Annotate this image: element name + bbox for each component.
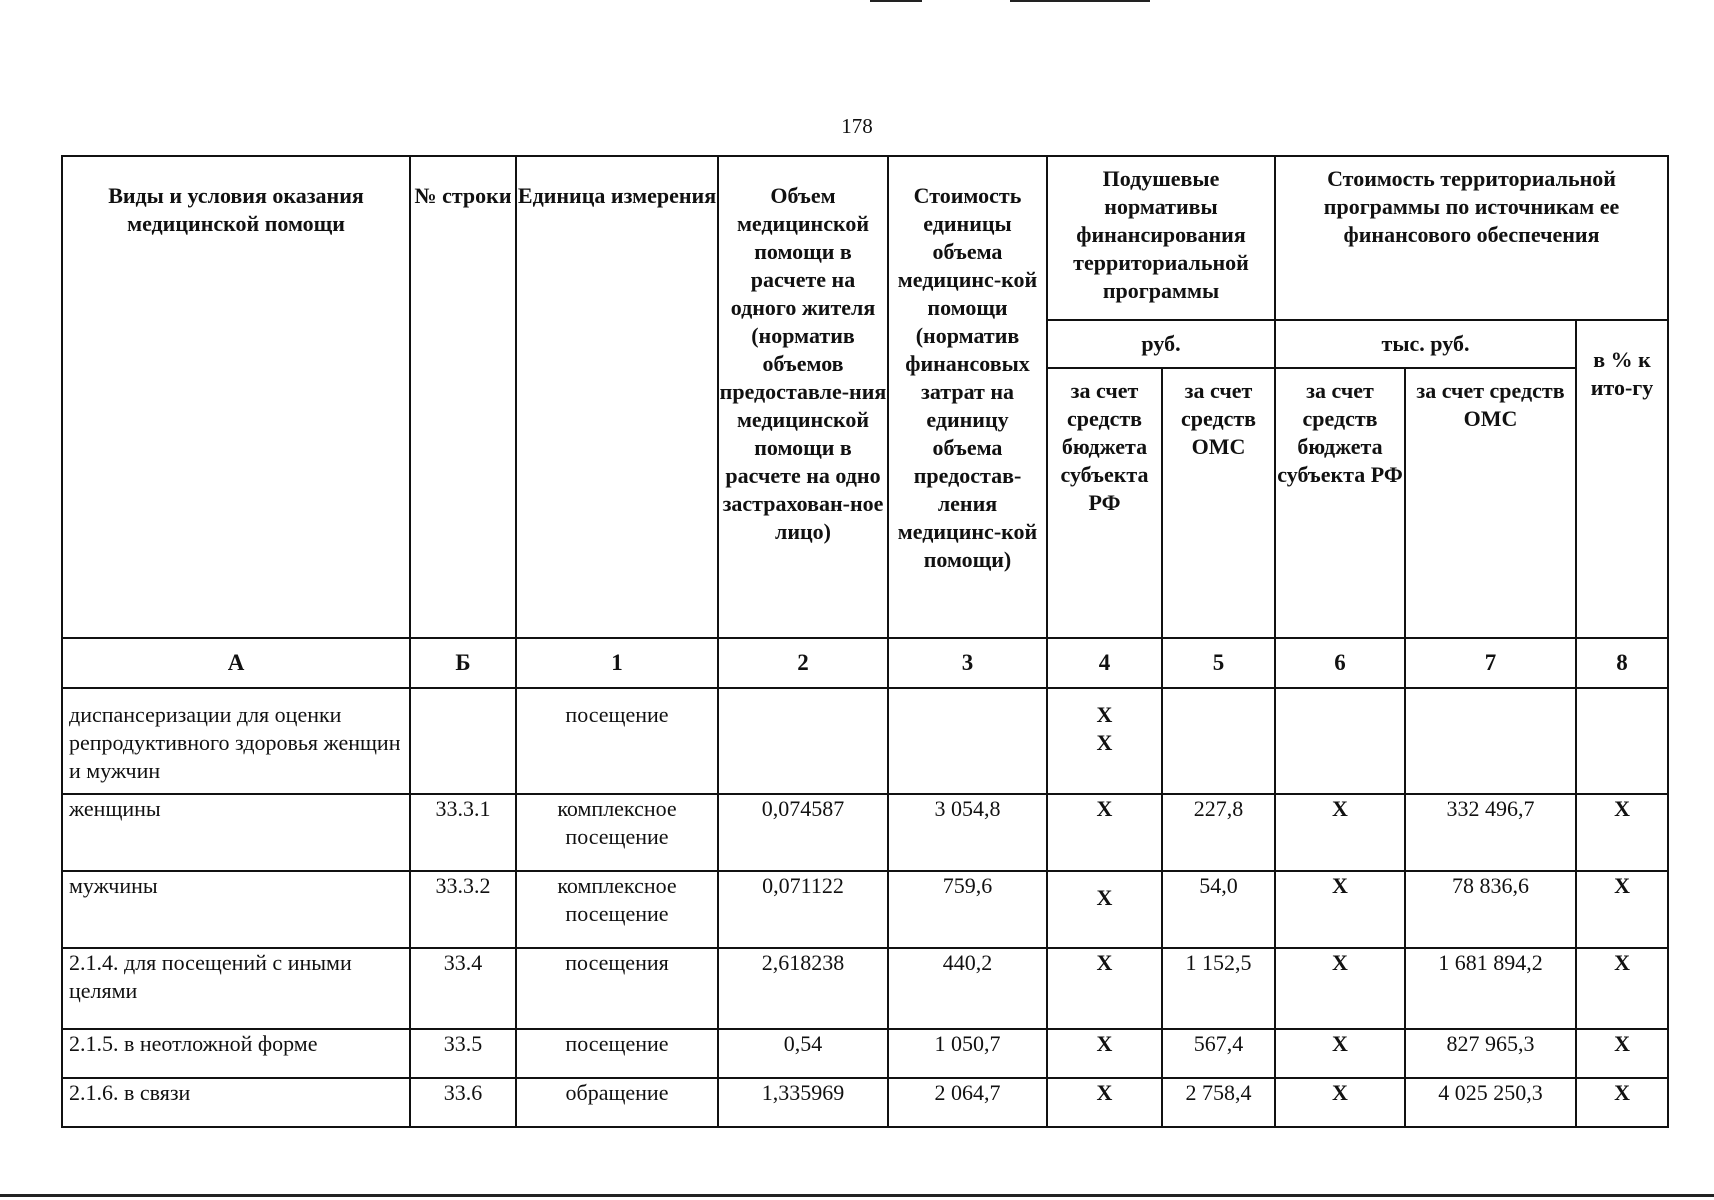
- scan-artifact-line: [870, 0, 922, 2]
- row-volume: 0,071122: [718, 871, 888, 948]
- row-col6: Х: [1275, 948, 1405, 1029]
- table-row: [62, 794, 1668, 871]
- row-cost: 2 064,7: [888, 1078, 1047, 1127]
- row-cost: 1 050,7: [888, 1029, 1047, 1078]
- column-number: Б: [410, 638, 516, 688]
- table-row: [62, 1029, 1668, 1078]
- row-col6: [1275, 688, 1405, 794]
- row-col7: 4 025 250,3: [1405, 1078, 1576, 1127]
- row-col8: [1576, 688, 1668, 794]
- column-number: 3: [888, 638, 1047, 688]
- row-col4: Х: [1047, 1078, 1162, 1127]
- table-row: [62, 688, 1668, 794]
- row-col8: Х: [1576, 794, 1668, 871]
- row-col5: 567,4: [1162, 1029, 1275, 1078]
- row-volume: 2,618238: [718, 948, 888, 1029]
- page-number: 178: [841, 114, 873, 138]
- header-oms-2: за счет средств ОМС: [1405, 368, 1576, 638]
- row-unit: обращение: [516, 1078, 718, 1127]
- column-number: 5: [1162, 638, 1275, 688]
- column-number: 1: [516, 638, 718, 688]
- header-budget-rf-2: за счет средств бюджета субъекта РФ: [1275, 368, 1405, 638]
- header-budget-rf: за счет средств бюджета субъекта РФ: [1047, 368, 1162, 638]
- row-name: 2.1.4. для посещений с иными целями: [62, 948, 410, 1029]
- row-col6: Х: [1275, 1029, 1405, 1078]
- row-col5: 1 152,5: [1162, 948, 1275, 1029]
- row-unit: посещения: [516, 948, 718, 1029]
- header-thous-rub: тыс. руб.: [1275, 320, 1576, 368]
- header-oms: за счет средств ОМС: [1162, 368, 1275, 638]
- column-number: 4: [1047, 638, 1162, 688]
- row-col7: 332 496,7: [1405, 794, 1576, 871]
- row-col4: Х: [1047, 948, 1162, 1029]
- column-number: 6: [1275, 638, 1405, 688]
- row-col4: Х: [1047, 871, 1162, 948]
- row-col5: 54,0: [1162, 871, 1275, 948]
- header-rub: руб.: [1047, 320, 1275, 368]
- row-col8: Х: [1576, 948, 1668, 1029]
- row-volume: 1,335969: [718, 1078, 888, 1127]
- row-col8: Х: [1576, 1078, 1668, 1127]
- header-volume: Объем медицинской помощи в расчете на одного жителя (норматив объемов предоставле-ния медицинской помощи в расчете на одно застрахован-ное лицо): [718, 156, 888, 638]
- row-col6: Х: [1275, 1078, 1405, 1127]
- row-unit: посещение: [516, 688, 718, 794]
- row-volume: [718, 688, 888, 794]
- row-name: диспансеризации для оценки репродуктивного здоровья женщин и мужчин: [62, 688, 410, 794]
- column-number: 2: [718, 638, 888, 688]
- column-number: 7: [1405, 638, 1576, 688]
- table-row: [62, 871, 1668, 948]
- row-col8: Х: [1576, 1029, 1668, 1078]
- header-percent-total: в % к ито-гу: [1576, 320, 1668, 638]
- row-name: женщины: [62, 794, 410, 871]
- row-col5: 2 758,4: [1162, 1078, 1275, 1127]
- column-numbers-row: [62, 638, 1668, 688]
- row-unit: посещение: [516, 1029, 718, 1078]
- row-col7: 1 681 894,2: [1405, 948, 1576, 1029]
- row-volume: 0,54: [718, 1029, 888, 1078]
- row-col4: [1047, 688, 1162, 794]
- table-row: [62, 948, 1668, 1029]
- row-number: 33.4: [410, 948, 516, 1029]
- row-col5: [1162, 688, 1275, 794]
- x-mark: Х: [1096, 702, 1113, 727]
- row-cost: 3 054,8: [888, 794, 1047, 871]
- header-unit-cost: Стоимость единицы объема медицинс-кой помощи (норматив финансовых затрат на единицу объема предостав-ления медицинс-кой помощи): [888, 156, 1047, 638]
- row-number: 33.3.1: [410, 794, 516, 871]
- row-col7: 827 965,3: [1405, 1029, 1576, 1078]
- row-col6: Х: [1275, 871, 1405, 948]
- header-kinds: Виды и условия оказания медицинской помощи: [62, 156, 410, 638]
- row-cost: 759,6: [888, 871, 1047, 948]
- column-number: А: [62, 638, 410, 688]
- row-unit: комплексное посещение: [516, 794, 718, 871]
- row-number: [410, 688, 516, 794]
- header-unit: Единица измерения: [516, 156, 718, 638]
- header-per-capita: Подушевые нормативы финансирования территориальной программы: [1047, 156, 1275, 320]
- row-col8: Х: [1576, 871, 1668, 948]
- row-number: 33.3.2: [410, 871, 516, 948]
- header-row-number: № строки: [410, 156, 516, 638]
- row-name: 2.1.6. в связи: [62, 1078, 410, 1127]
- row-col7: [1405, 688, 1576, 794]
- row-cost: 440,2: [888, 948, 1047, 1029]
- row-col4: Х: [1047, 794, 1162, 871]
- medical-care-cost-table: [61, 155, 1669, 1128]
- x-mark: Х: [1096, 730, 1113, 755]
- row-name: мужчины: [62, 871, 410, 948]
- row-volume: 0,074587: [718, 794, 888, 871]
- row-col4: Х: [1047, 1029, 1162, 1078]
- scan-artifact-line: [1010, 0, 1150, 2]
- row-number: 33.5: [410, 1029, 516, 1078]
- scan-artifact-line: [0, 1194, 1714, 1197]
- header-program-cost: Стоимость территориальной программы по источникам ее финансового обеспечения: [1275, 156, 1668, 320]
- row-col6: Х: [1275, 794, 1405, 871]
- row-col7: 78 836,6: [1405, 871, 1576, 948]
- row-number: 33.6: [410, 1078, 516, 1127]
- table-row: [62, 1078, 1668, 1127]
- row-name: 2.1.5. в неотложной форме: [62, 1029, 410, 1078]
- row-cost: [888, 688, 1047, 794]
- row-unit: комплексное посещение: [516, 871, 718, 948]
- row-col5: 227,8: [1162, 794, 1275, 871]
- column-number: 8: [1576, 638, 1668, 688]
